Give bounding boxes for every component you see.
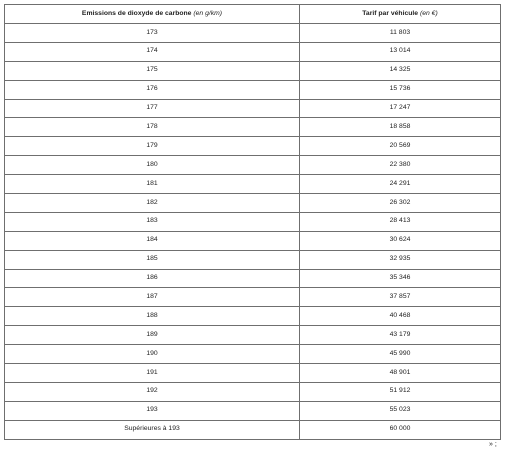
table-row [5, 80, 501, 99]
table-row [5, 345, 501, 364]
emissions-cell: 193 [5, 401, 300, 420]
tarif-cell: 43 179 [300, 326, 501, 345]
tarif-cell: 60 000 [300, 420, 501, 439]
table-row [5, 118, 501, 137]
emissions-cell: 179 [5, 137, 300, 156]
table-header-row [5, 5, 501, 24]
header-emissions-label: Emissions de dioxyde de carbone [81, 9, 192, 17]
tarif-cell: 30 624 [300, 231, 501, 250]
tarif-cell: 18 858 [300, 118, 501, 137]
tarif-cell: 24 291 [300, 175, 501, 194]
tarif-cell: 55 023 [300, 401, 501, 420]
table-row [5, 382, 501, 401]
header-emissions-unit: (en g/km) [193, 9, 223, 17]
tarif-cell: 13 014 [300, 42, 501, 61]
tarif-cell: 51 912 [300, 382, 501, 401]
emissions-cell: Supérieures à 193 [5, 420, 300, 439]
tarif-cell: 14 325 [300, 61, 501, 80]
header-tarif-unit: (en €) [419, 9, 438, 17]
table-row [5, 326, 501, 345]
tarif-cell: 35 346 [300, 269, 501, 288]
table-row [5, 250, 501, 269]
table-row [5, 420, 501, 439]
tarif-cell: 11 803 [300, 24, 501, 43]
emissions-cell: 189 [5, 326, 300, 345]
emissions-tariff-table [4, 4, 501, 440]
table-row [5, 156, 501, 175]
table-row [5, 99, 501, 118]
emissions-cell: 188 [5, 307, 300, 326]
tarif-cell: 26 302 [300, 194, 501, 213]
table-row [5, 24, 501, 43]
emissions-cell: 178 [5, 118, 300, 137]
emissions-cell: 181 [5, 175, 300, 194]
tarif-cell: 48 901 [300, 364, 501, 383]
tarif-cell: 32 935 [300, 250, 501, 269]
table-row [5, 175, 501, 194]
emissions-cell: 174 [5, 42, 300, 61]
table-row [5, 212, 501, 231]
emissions-cell: 175 [5, 61, 300, 80]
emissions-cell: 182 [5, 194, 300, 213]
table-row [5, 231, 501, 250]
header-tarif-label: Tarif par véhicule [362, 9, 419, 17]
emissions-cell: 191 [5, 364, 300, 383]
emissions-cell: 184 [5, 231, 300, 250]
emissions-cell: 192 [5, 382, 300, 401]
emissions-cell: 190 [5, 345, 300, 364]
emissions-cell: 187 [5, 288, 300, 307]
emissions-cell: 177 [5, 99, 300, 118]
tarif-cell: 22 380 [300, 156, 501, 175]
table-row [5, 61, 501, 80]
table-row [5, 364, 501, 383]
emissions-cell: 173 [5, 24, 300, 43]
table-row [5, 307, 501, 326]
table-row [5, 401, 501, 420]
table-row [5, 194, 501, 213]
table-row [5, 269, 501, 288]
header-tarif [300, 5, 501, 24]
tarif-cell: 40 468 [300, 307, 501, 326]
tarif-cell: 20 569 [300, 137, 501, 156]
table-row [5, 137, 501, 156]
header-emissions [5, 5, 300, 24]
table-row [5, 288, 501, 307]
tarif-cell: 45 990 [300, 345, 501, 364]
tarif-cell: 15 736 [300, 80, 501, 99]
tarif-cell: 37 857 [300, 288, 501, 307]
emissions-cell: 186 [5, 269, 300, 288]
emissions-cell: 180 [5, 156, 300, 175]
emissions-cell: 183 [5, 212, 300, 231]
emissions-cell: 176 [5, 80, 300, 99]
tarif-cell: 28 413 [300, 212, 501, 231]
emissions-cell: 185 [5, 250, 300, 269]
table-row [5, 42, 501, 61]
closing-quote-mark: » ; [489, 441, 497, 448]
tarif-cell: 17 247 [300, 99, 501, 118]
